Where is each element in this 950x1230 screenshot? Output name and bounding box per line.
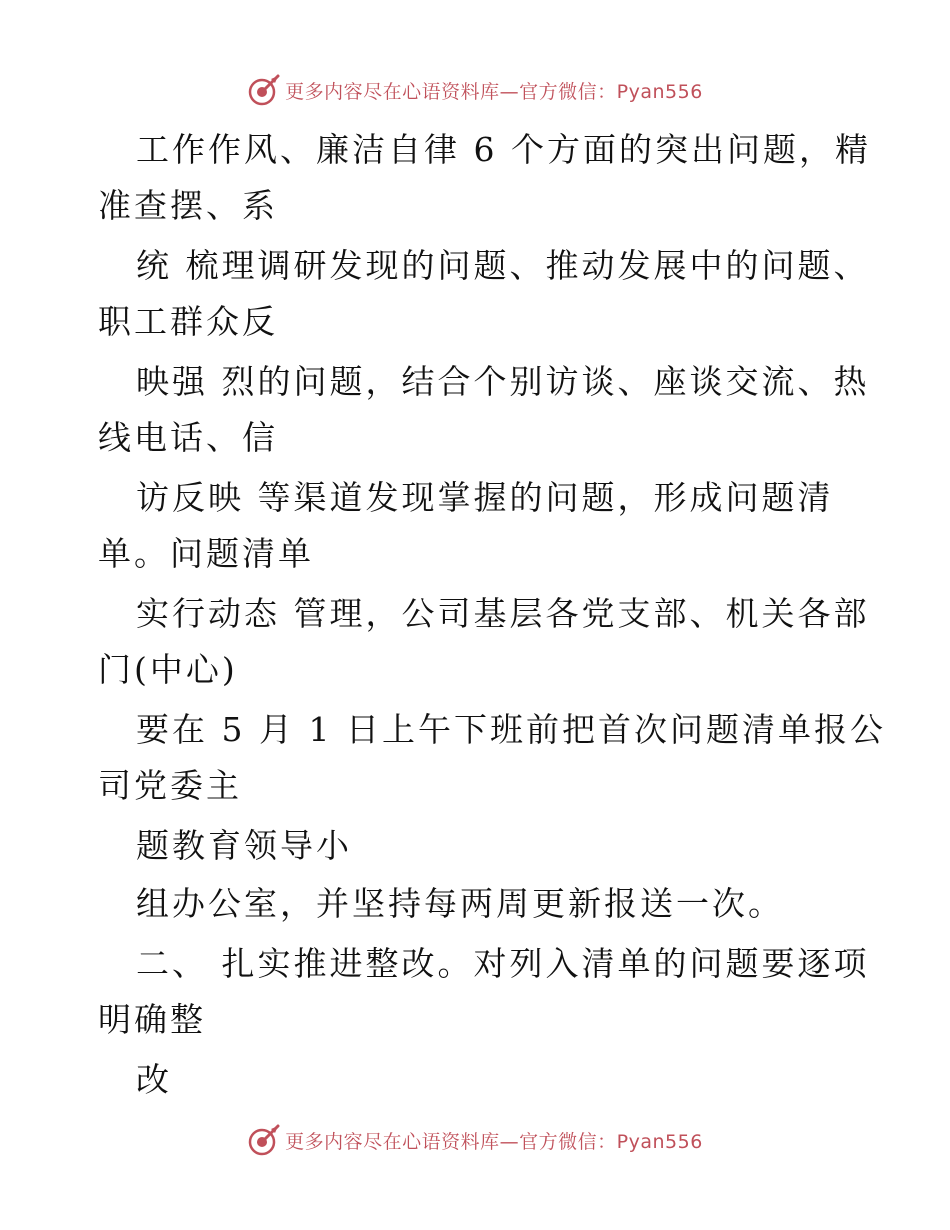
header-watermark: [0, 72, 950, 108]
text-line: 题教育领导小: [136, 826, 352, 865]
text-line: 访反映 等渠道发现掌握的问题，形成问题清: [136, 478, 834, 517]
text-line: 明确整: [98, 1000, 206, 1039]
text-line: 二、 扎实推进整改。对列入清单的问题要逐项: [136, 944, 870, 983]
text-line: 单。问题清单: [98, 534, 314, 573]
text-line: 统 梳理调研发现的问题、推动发展中的问题、: [136, 246, 870, 285]
quill-logo-icon: [247, 1123, 281, 1157]
text-line: 司党委主: [98, 766, 242, 805]
watermark-text: 更多内容尽在心语资料库—官方微信：Pyan556: [285, 80, 703, 103]
footer-watermark: [0, 1122, 950, 1158]
text-line: 线电话、信: [98, 418, 278, 457]
text-line: 工作作风、廉洁自律 6 个方面的突出问题，精: [136, 130, 871, 169]
text-line: 映强 烈的问题，结合个别访谈、座谈交流、热: [136, 362, 870, 401]
text-line: 门(中心): [98, 650, 238, 689]
text-line: 组办公室，并坚持每两周更新报送一次。: [136, 884, 784, 923]
quill-logo-icon: [247, 73, 281, 107]
text-line: 准查摆、系: [98, 186, 278, 225]
text-line: 要在 5 月 1 日上午下班前把首次问题清单报公: [136, 710, 886, 749]
watermark-text: 更多内容尽在心语资料库—官方微信：Pyan556: [285, 1130, 703, 1153]
text-line: 职工群众反: [98, 302, 278, 341]
text-line: 改: [136, 1060, 172, 1099]
text-line: 实行动态 管理，公司基层各党支部、机关各部: [136, 594, 870, 633]
